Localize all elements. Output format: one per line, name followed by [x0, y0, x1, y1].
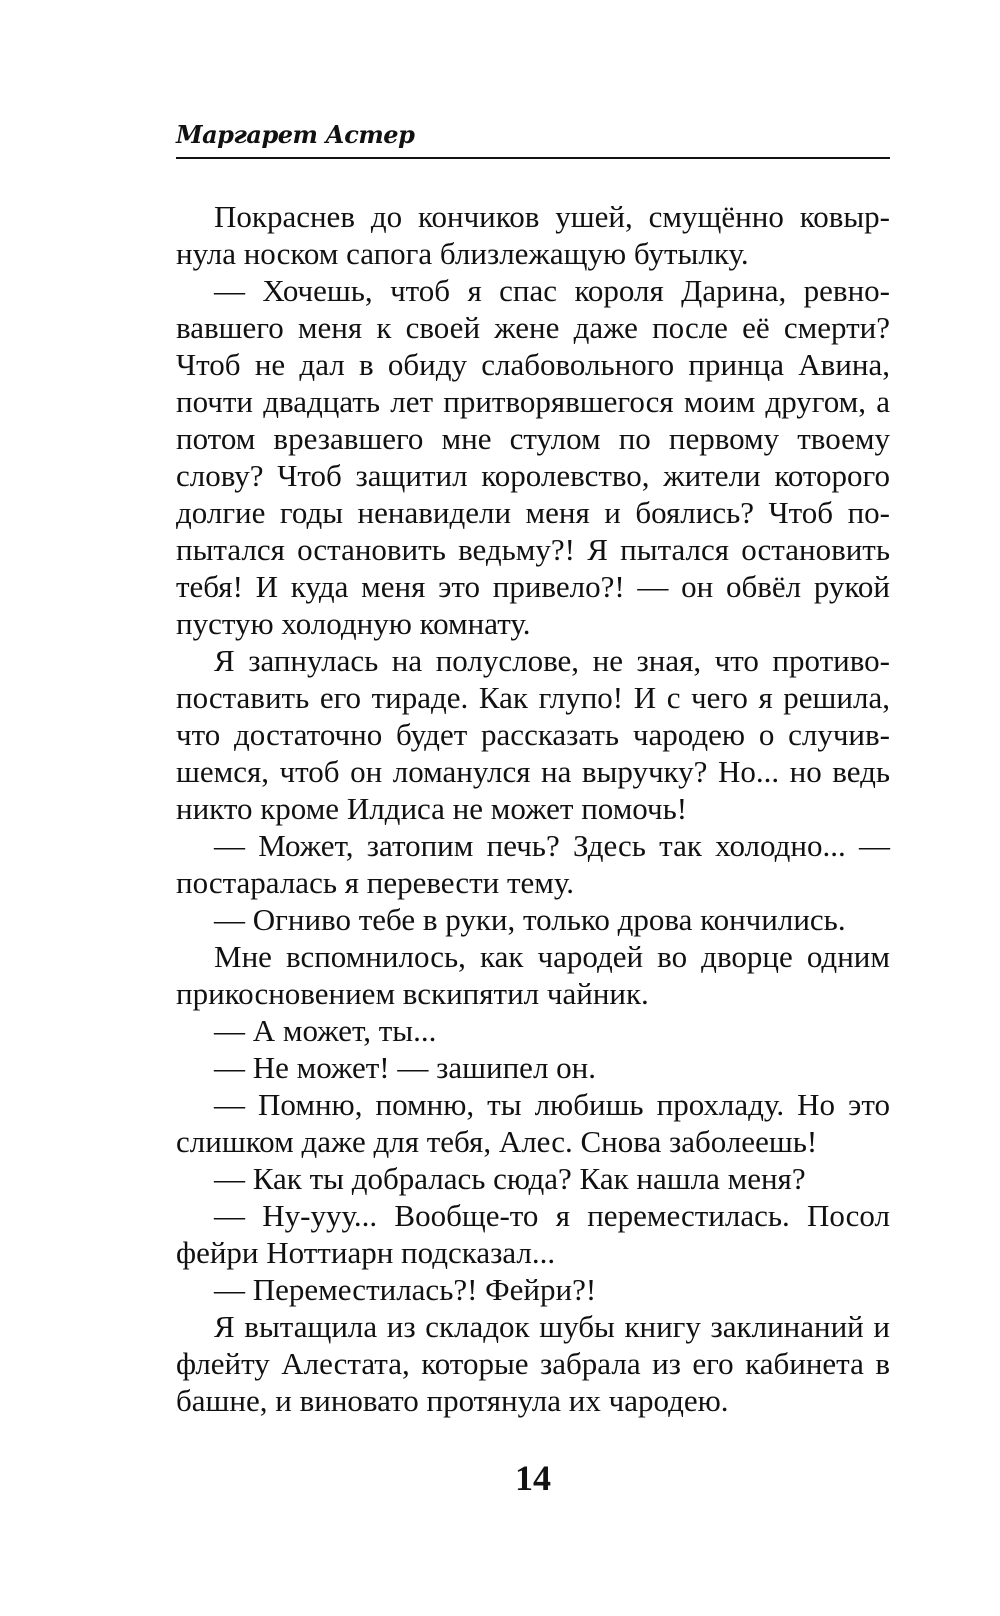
- paragraph: — Ну-ууу... Вообще-то я переместилась. Посол фейри Ноттиарн подсказал...: [176, 1198, 890, 1270]
- paragraph: — Переместилась?! Фейри?!: [214, 1272, 597, 1307]
- running-head: Маргарет Астер: [176, 120, 415, 149]
- paragraph: Покраснев до кончиков ушей, смущённо ковырнула носком сапога близлежащую бутылку.: [176, 199, 890, 271]
- paragraph: Мне вспомнилось, как чародей во дворце одним прикосновением вскипятил чайник.: [176, 939, 890, 1011]
- paragraph: — Огниво тебе в руки, только дрова кончились.: [214, 902, 846, 937]
- page-number: 14: [515, 1458, 551, 1498]
- paragraph: — Хочешь, чтоб я спас короля Дарина, ревновавшего меня к своей жене даже после её смерти? Чтоб не дал в обиду слабовольного принца Авина, почти двадцать лет притворявшегося моим другом, а потом врезавшего мне стулом по первому твоему слову? Чтоб защитил королевство, жители которого долгие годы ненавидели меня и боялись? Чтоб попытался остановить ведьму?! Я пытался остановить тебя! И куда меня это привело?! — он обвёл рукой пустую холодную комнату.: [176, 273, 890, 641]
- paragraph: — Помню, помню, ты любишь прохладу. Но это слишком даже для тебя, Алес. Снова заболеешь!: [176, 1087, 890, 1159]
- paragraph: — А может, ты...: [214, 1013, 437, 1048]
- paragraph: — Может, затопим печь? Здесь так холодно... — постаралась я перевести тему.: [176, 828, 890, 900]
- paragraph: Я запнулась на полуслове, не зная, что противопоставить его тираде. Как глупо! И с чего я решила, что достаточно будет рассказать чародею о случившемся, чтоб он ломанулся на выручку? Но... но ведь никто кроме Илдиса не может помочь!: [176, 643, 890, 826]
- body-text: [176, 198, 890, 1419]
- paragraph: — Не может! — зашипел он.: [214, 1050, 597, 1085]
- paragraph: — Как ты добралась сюда? Как нашла меня?: [214, 1161, 806, 1196]
- header-rule: [176, 157, 890, 159]
- paragraph: Я вытащила из складок шубы книгу заклинаний и флейту Алестата, которые забрала из его кабинета в башне, и виновато протянула их чародею.: [176, 1309, 890, 1418]
